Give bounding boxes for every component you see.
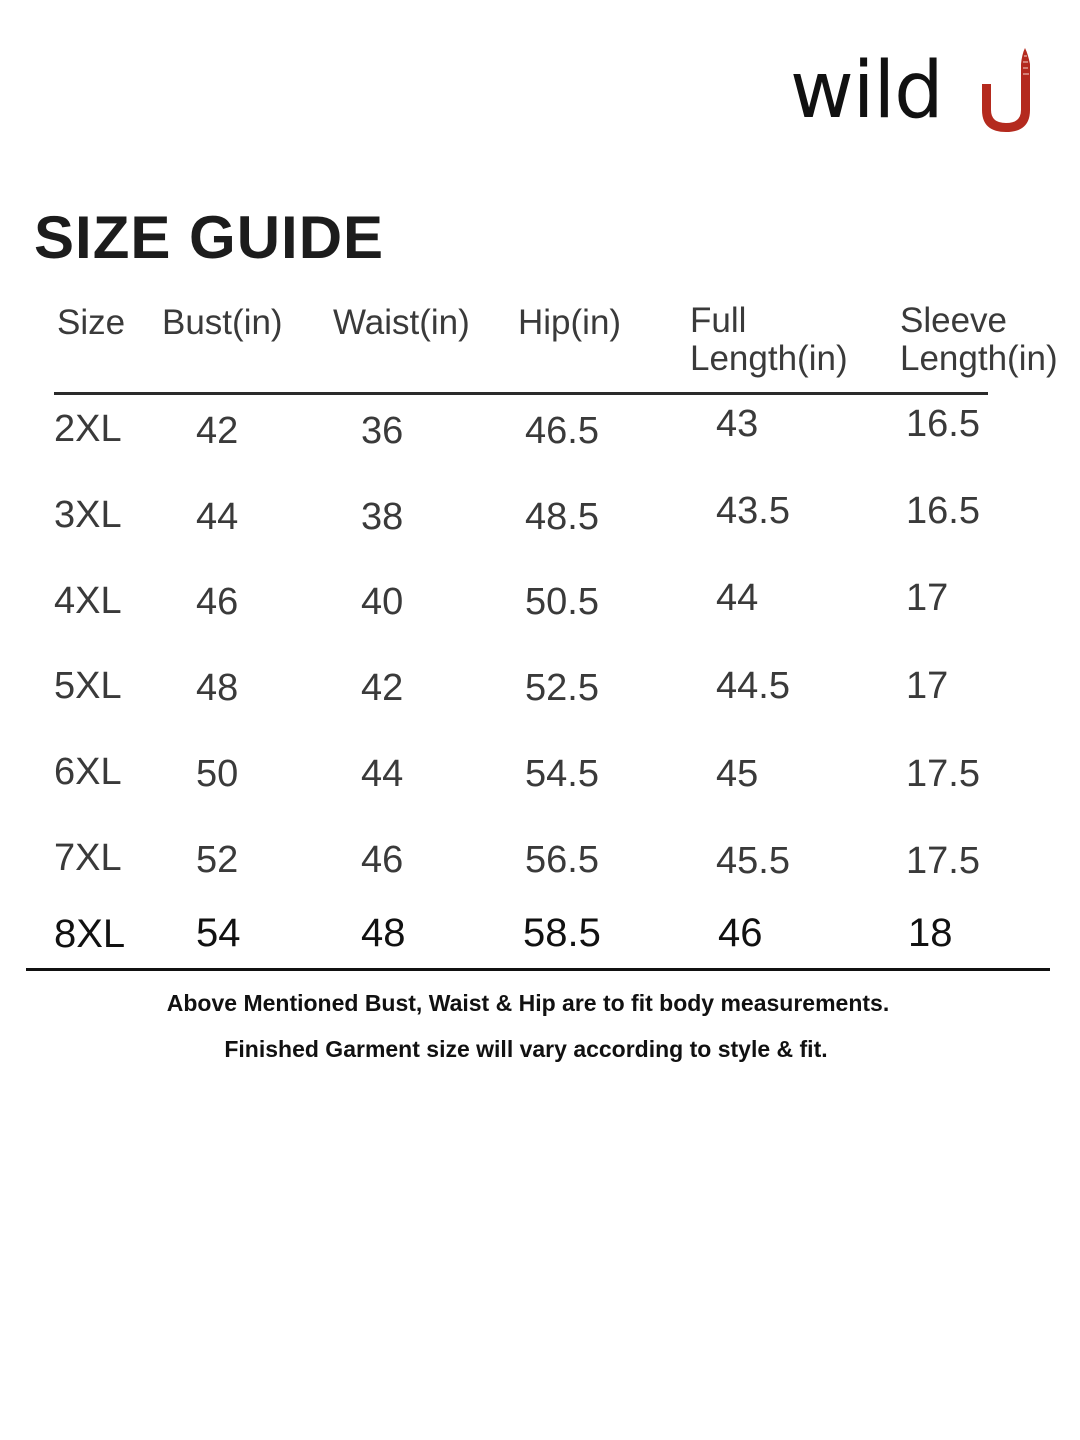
- cell-hip: 58.5: [523, 911, 601, 955]
- cell-size: 3XL: [54, 494, 122, 536]
- cell-full-length: 46: [718, 911, 763, 955]
- header-bust: Bust(in): [162, 303, 283, 342]
- measurement-note: Above Mentioned Bust, Waist & Hip are to fit body measurements.: [166, 990, 890, 1016]
- header-sleeve-length: Sleeve Length(in): [900, 301, 1058, 378]
- cell-full-length: 45.5: [716, 840, 790, 882]
- cell-sleeve-length: 16.5: [906, 490, 980, 532]
- cell-hip: 50.5: [525, 581, 599, 623]
- header-full-length: Full Length(in): [690, 301, 848, 378]
- header-size: Size: [57, 303, 126, 342]
- cell-size: 2XL: [54, 408, 122, 450]
- cell-hip: 46.5: [525, 410, 599, 452]
- cell-waist: 46: [361, 839, 404, 881]
- cell-bust: 42: [196, 410, 239, 452]
- cell-full-length: 43: [716, 403, 759, 445]
- cell-size: 7XL: [54, 837, 122, 879]
- cell-bust: 44: [196, 496, 239, 538]
- cell-waist: 42: [361, 667, 404, 709]
- cell-waist: 36: [361, 410, 404, 452]
- header-hip: Hip(in): [518, 303, 622, 342]
- logo-u-mark: [978, 44, 1034, 136]
- cell-hip: 56.5: [525, 839, 599, 881]
- cell-sleeve-length: 17: [906, 577, 949, 619]
- cell-bust: 54: [196, 911, 241, 955]
- header-waist: Waist(in): [333, 303, 470, 342]
- garment-size-note: Finished Garment size will vary according to style & fit.: [224, 1036, 828, 1062]
- header-divider: [54, 392, 988, 395]
- cell-full-length: 45: [716, 753, 759, 795]
- cell-sleeve-length: 17.5: [906, 753, 980, 795]
- cell-sleeve-length: 17: [906, 665, 949, 707]
- cell-full-length: 44: [716, 577, 759, 619]
- cell-full-length: 44.5: [716, 665, 790, 707]
- cell-sleeve-length: 18: [908, 911, 953, 955]
- cell-bust: 48: [196, 667, 239, 709]
- cell-size: 4XL: [54, 580, 122, 622]
- cell-hip: 48.5: [525, 496, 599, 538]
- cell-waist: 44: [361, 753, 404, 795]
- cell-waist: 48: [361, 911, 406, 955]
- cell-bust: 52: [196, 839, 239, 881]
- cell-bust: 46: [196, 581, 239, 623]
- cell-hip: 54.5: [525, 753, 599, 795]
- cell-sleeve-length: 16.5: [906, 403, 980, 445]
- cell-waist: 40: [361, 581, 404, 623]
- cell-size: 5XL: [54, 665, 122, 707]
- cell-hip: 52.5: [525, 667, 599, 709]
- cell-waist: 38: [361, 496, 404, 538]
- cell-size: 6XL: [54, 751, 122, 793]
- brand-logo: [790, 40, 1040, 140]
- cell-bust: 50: [196, 753, 239, 795]
- cell-size: 8XL: [54, 912, 126, 956]
- logo-wordmark: wild: [790, 46, 943, 136]
- cell-full-length: 43.5: [716, 490, 790, 532]
- table-bottom-divider: [26, 968, 1050, 971]
- page-title: SIZE GUIDE: [34, 204, 385, 271]
- cell-sleeve-length: 17.5: [906, 840, 980, 882]
